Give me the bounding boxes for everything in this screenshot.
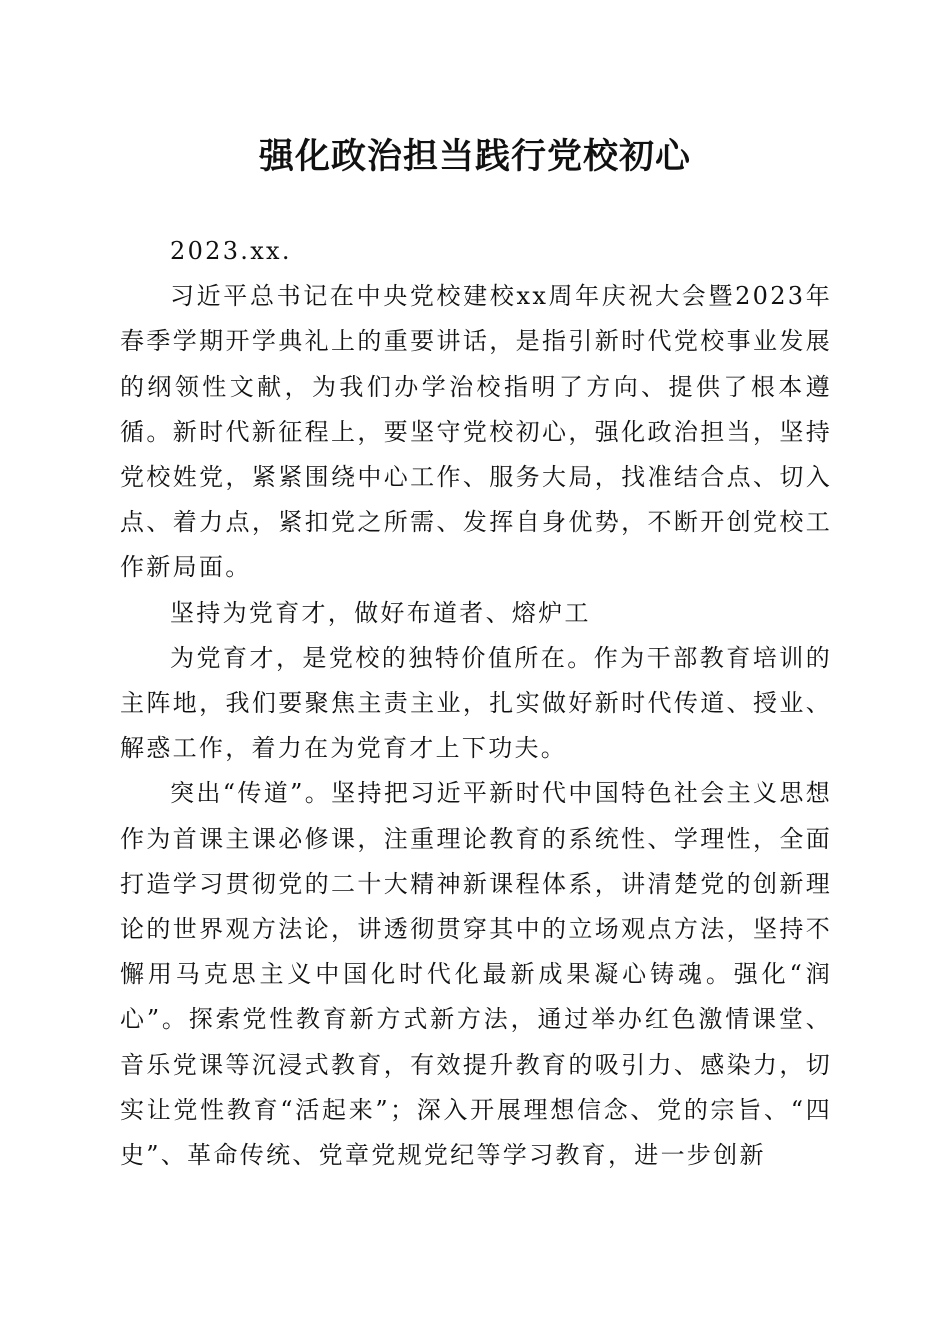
- document-title: 强化政治担当践行党校初心: [258, 136, 691, 177]
- date-line: 2023.xx.: [170, 237, 292, 265]
- section-heading: 坚持为党育才，做好布道者、熔炉工: [170, 598, 591, 627]
- intro-paragraph: 习近平总书记在中央党校建校xx周年庆祝大会暨2023年春季学期开学典礼上的重要讲话，是指引新时代党校事业发展的纲领性文献，为我们办学治校指明了方向、提供了根本遵循。新时代新征程上，要坚守党校初心，强化政治担当，坚持党校姓党，紧紧围绕中心工作、服务大局，找准结合点、切入点、着力点，紧扣党之所需、发挥自身优势，不断开创党校工作新局面。: [120, 282, 832, 582]
- body-paragraph: 为党育才，是党校的独特价值所在。作为干部教育培训的主阵地，我们要聚焦主责主业，扎实做好新时代传道、授业、解惑工作，着力在为党育才上下功夫。: [120, 643, 832, 763]
- document-body: [120, 229, 832, 1178]
- body-paragraph: 突出“传道”。坚持把习近平新时代中国特色社会主义思想作为首课主课必修课，注重理论教育的系统性、学理性，全面打造学习贯彻党的二十大精神新课程体系，讲清楚党的创新理论的世界观方法论，讲透彻贯穿其中的立场观点方法，坚持不懈用马克思主义中国化时代化最新成果凝心铸魂。强化“润心”。探索党性教育新方式新方法，通过举办红色激情课堂、音乐党课等沉浸式教育，有效提升教育的吸引力、感染力，切实让党性教育“活起来”；深入开展理想信念、党的宗旨、“四史”、革命传统、党章党规党纪等学习教育，进一步创新: [120, 779, 832, 1170]
